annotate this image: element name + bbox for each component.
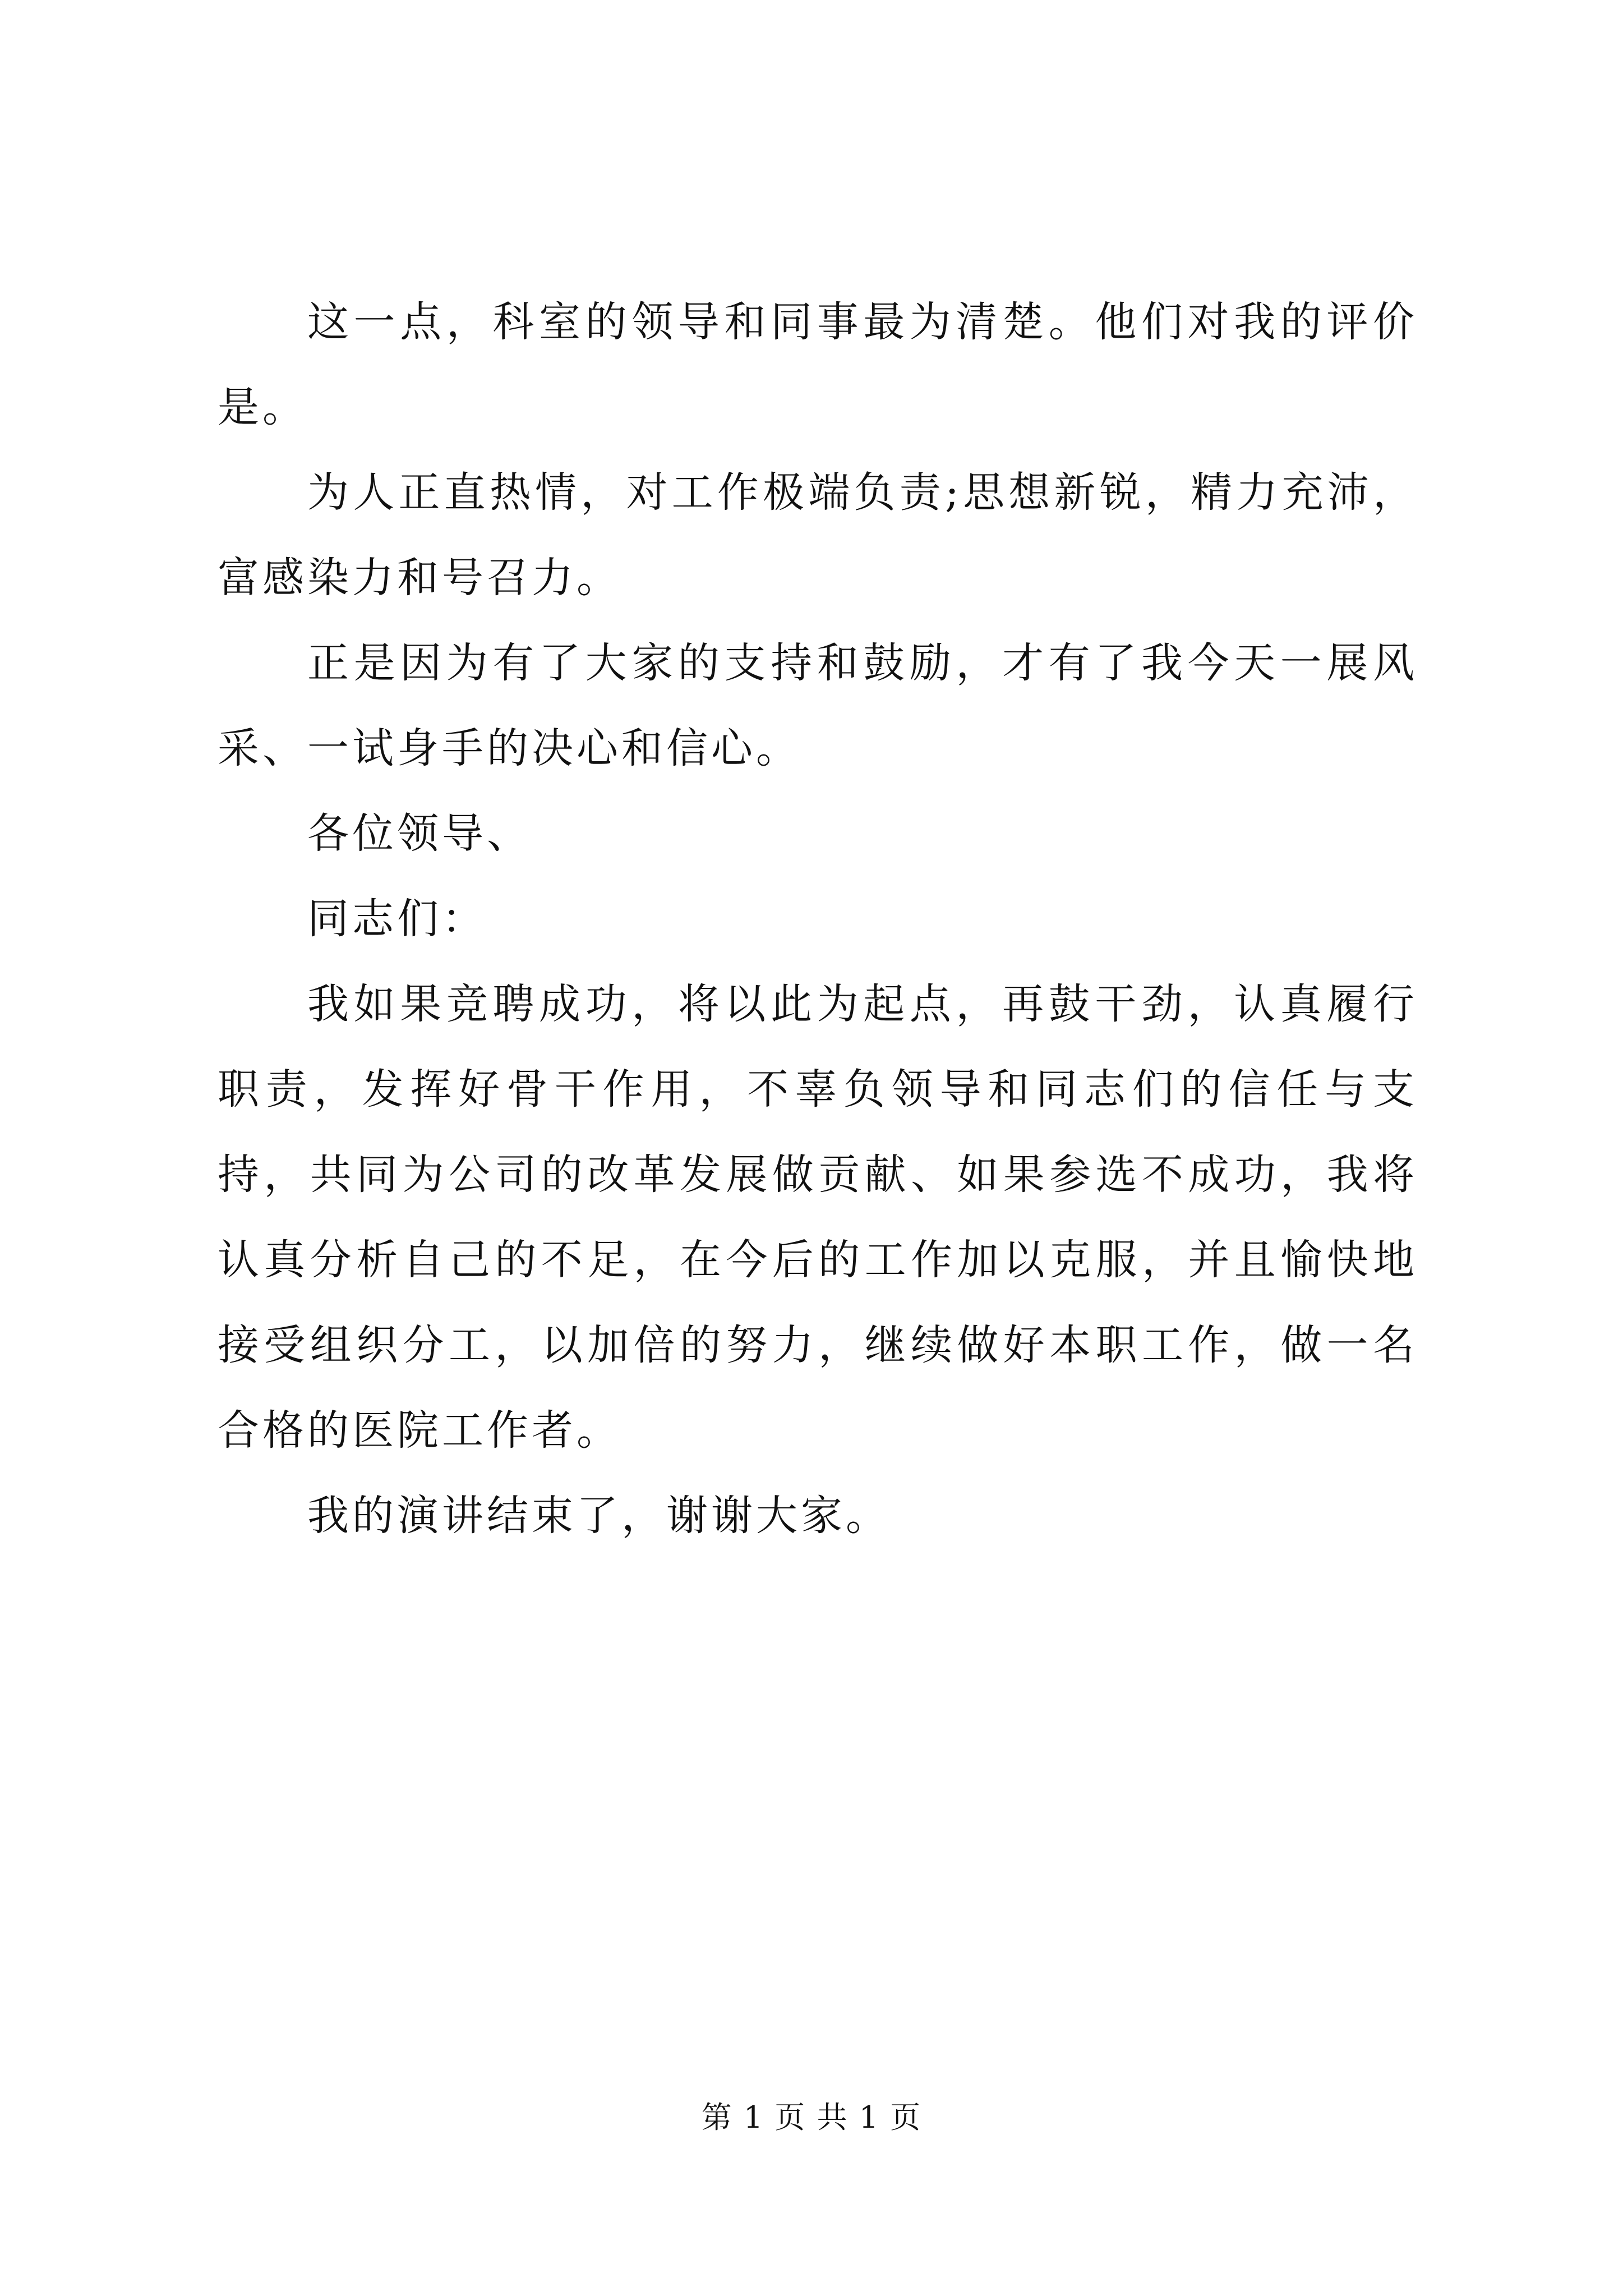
paragraph: 同志们： (307, 895, 487, 943)
paragraph: 这一点，科室的领导和同事最为清楚。他们对我的评价是。 (218, 298, 1418, 431)
paragraph: 为人正直热情，对工作极端负责;思想新锐，精力充沛，富感染力和号召力。 (218, 468, 1418, 602)
paragraph: 我的演讲结束了，谢谢大家。 (307, 1492, 891, 1540)
page-indicator: 第 1 页 共 1 页 (701, 2100, 922, 2135)
paragraph: 正是因为有了大家的支持和鼓励，才有了我今天一展风采、一试身手的决心和信心。 (218, 639, 1418, 772)
paragraph: 我如果竞聘成功，将以此为起点，再鼓干劲，认真履行职责，发挥好骨干作用，不辜负领导和同志们的信任与支持，共同为公司的改革发展做贡献、如果参选不成功，我将认真分析自己的不足，在今后的工作加以克服，并且愉快地接受组织分工，以加倍的努力，继续做好本职工作，做一名合格的医院工作者。 (218, 980, 1418, 1455)
document-body (218, 279, 1418, 1558)
paragraph: 各位领导、 (307, 809, 532, 858)
page-footer (0, 2095, 1623, 2140)
